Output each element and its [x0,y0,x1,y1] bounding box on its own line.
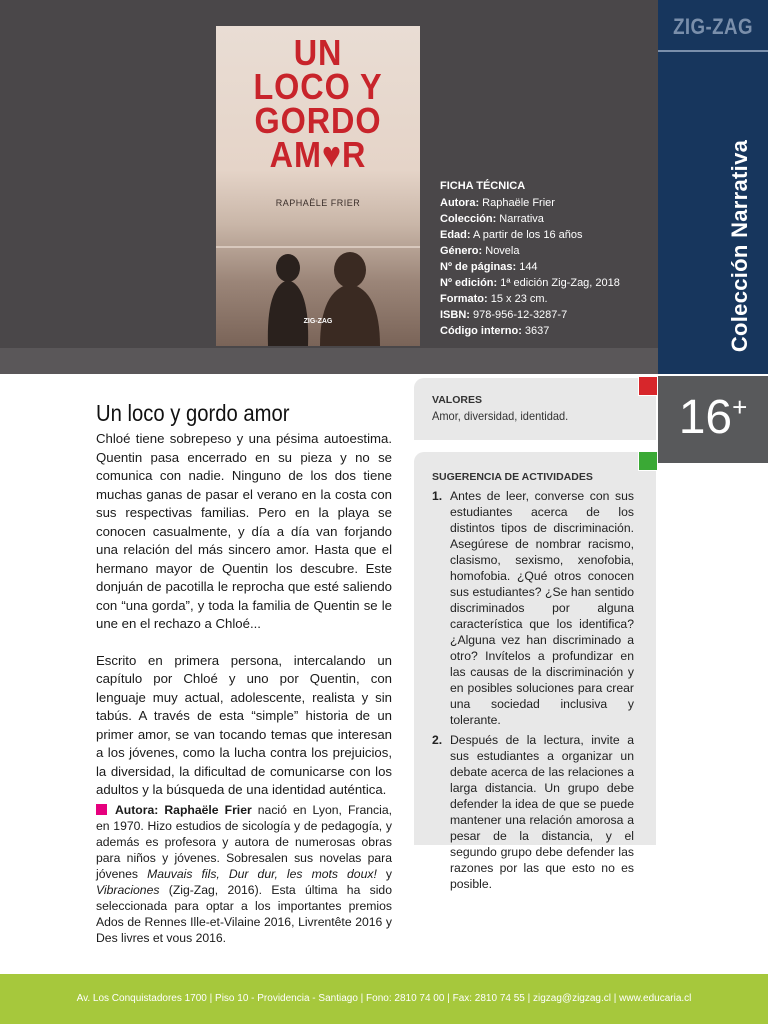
synopsis [96,430,392,818]
synopsis-paragraph: Chloé tiene sobrepeso y una pésima autoestima. Quentin pasa encerrado en su pieza y no se comunica con nadie. Ninguno de los dos tiene muchas ganas de pasar el verano en la costa con sus respectivas familias. Pero en la playa se conocen casualmente, y día a día van forjando una relación del más sincero amor. Hasta que el hermano mayor de Quentin los descubre. Este donjuán de pacotilla le reprocha que esté saliendo con “una gorda”, y toda la familia de Quentin se le une en el rechazo a Chloé... [96,431,392,631]
cover-silhouettes-image [216,246,420,346]
magenta-bullet-icon [96,804,107,815]
cover-title: UN LOCO Y GORDO AM♥R [253,32,383,175]
red-square-icon [638,376,658,396]
ficha-row: Autora: Raphaële Frier [440,197,555,209]
ficha-row: Género: Novela [440,245,520,257]
sugerencias-list [432,488,634,896]
list-item: 1. Antes de leer, converse con sus estudiantes acerca de los distintos tipos de discriminación. Asegúrese de nombrar racismo, clasismo, sexismo, xenofobia, homofobia. ¿Qué otros conocen sus estudiantes? ¿Se han sentido discriminados por alguna característica que los identifica? ¿Alguna vez han discriminado a otro? Invítelos a profundizar en las causas de la discriminación y en posibles soluciones para crear una sociedad inclusiva y tolerante. [432,489,634,727]
book-cover [216,26,420,346]
cover-publisher-logo: ZIG-ZAG [303,318,333,325]
ficha-tecnica [440,178,655,339]
age-rating: 16+ [678,391,748,444]
ficha-row: Nº edición: 1ª edición Zig-Zag, 2018 [440,277,620,289]
ficha-row: Edad: A partir de los 16 años [440,229,583,241]
ficha-row: ISBN: 978-956-12-3287-7 [440,309,568,321]
book-title: Un loco y gordo amor [96,400,290,426]
valores-text: Amor, diversidad, identidad. [432,409,569,423]
brand-underline [658,50,768,52]
ficha-heading: FICHA TÉCNICA [440,180,526,192]
ficha-row: Formato: 15 x 23 cm. [440,293,548,305]
ficha-row: Código interno: 3637 [440,325,550,337]
author-label: Autora: Raphaële Frier [115,803,252,817]
header-strip [0,348,658,374]
synopsis-paragraph: Escrito en primera persona, intercalando un capítulo por Chloé y uno por Quentin, con lenguaje muy actual, adolescente, realista y sin tabús. A través de esta “simple” historia de un primer amor, se van tocando temas que interesan a los jóvenes, como la lucha contra los prejuicios, la diversidad, la dificultad de comunicarse con los adultos y la búsqueda de una identidad auténtica. [96,652,392,797]
author-bio: Autora: Raphaële Frier nació en Lyon, Francia, en 1970. Hizo estudios de sicología y de pedagogía, y además es profesora y autora de numerosas obras para niños y jóvenes. Sobresalen sus novelas para jóvenes Mauvais fils, Dur dur, les mots doux! y Vibraciones (Zig-Zag, 2016). Esta última ha sido seleccionada para optar a los importantes premios Ados de Rennes Ille-et-Vilaine 2016, Livrentête 2016 y Des livres et vous 2016. [96,803,393,945]
brand-logo: ZIG-ZAG [673,14,753,39]
ficha-row: Nº de páginas: 144 [440,261,538,273]
valores-heading: VALORES [432,394,482,406]
cover-author: RAPHAËLE FRIER [275,198,361,208]
footer-contact: Av. Los Conquistadores 1700 | Piso 10 - Providencia - Santiago | Fono: 2810 74 00 | Fax: 2810 74 55 | zigzag@zigzag.cl | www.educaria.cl [76,993,692,1004]
age-divider [658,374,768,376]
green-square-icon [638,451,658,471]
ficha-row: Colección: Narrativa [440,213,544,225]
sugerencias-heading: SUGERENCIA DE ACTIVIDADES [432,471,593,483]
list-item: 2. Después de la lectura, invite a sus estudiantes a organizar un debate acerca de las relaciones a larga distancia. Un grupo debe defender la idea de que se puede mantener una relación amorosa a pesar de la distancia, y el segundo grupo debe defender las razones por las que esto no es posible. [432,733,634,891]
